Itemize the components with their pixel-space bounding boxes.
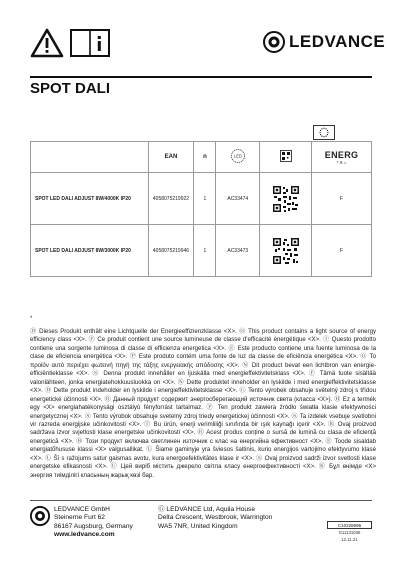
address-germany [54, 506, 133, 540]
title-divider [30, 76, 372, 78]
product-code: AC33473 [216, 225, 260, 277]
product-table [30, 141, 372, 277]
qr-code-icon [272, 185, 300, 213]
document-date: 12.11.21 [341, 537, 358, 542]
svg-text:LED: LED [233, 153, 242, 159]
qr-code-header-icon [280, 150, 292, 162]
company-name: LEDVANCE GmbH [54, 506, 110, 513]
footer-divider [30, 500, 372, 501]
product-energy-class: F [312, 173, 372, 225]
header-led-cell [216, 142, 260, 173]
table-row [31, 225, 372, 277]
warning-triangle-icon [30, 28, 64, 58]
product-ean: 4058075219922 [148, 173, 194, 225]
product-qty: 1 [194, 173, 216, 225]
read-manual-icon [70, 28, 110, 58]
energy-label-sub: * X = [336, 159, 347, 165]
footnote-marker: * [30, 316, 33, 322]
table-header-row [31, 142, 372, 173]
city: 86167 Augsburg, Germany [54, 522, 133, 530]
qr-code-icon [272, 237, 300, 265]
brand-logo [263, 31, 385, 53]
table-row [31, 173, 372, 225]
header-n: n [194, 142, 216, 173]
brand-name: LEDVANCE [289, 32, 386, 51]
ledvance-logo-icon [263, 31, 285, 53]
product-name: SPOT LED DALI ADJUST 8W/3000K IP20 [31, 225, 149, 277]
product-energy-class: F [312, 225, 372, 277]
product-code: AC33474 [216, 173, 260, 225]
header-qr-cell [260, 142, 312, 173]
header-product-cell [31, 142, 149, 173]
address-uk [158, 506, 272, 531]
product-qr-cell [260, 173, 312, 225]
street-uk: Delta Crescent, Westbrook, Warrington [158, 514, 273, 522]
document-number: G11131036 [338, 530, 361, 535]
product-name: SPOT LED DALI ADJUST 8W/4000K IP20 [31, 173, 149, 225]
product-qty: 1 [194, 225, 216, 277]
website-link[interactable]: www.ledvance.com [54, 531, 115, 539]
city-uk: WA5 7NR, United Kingdom [158, 522, 238, 530]
header-ean: EAN [148, 142, 194, 173]
energy-class-statement: Ⓓ Dieses Produkt enthält eine Lichtquelle der Energieeffizienzklasse <X>. Ⓖ This product contains a light source of energy efficiency class <X>. Ⓕ Ce produit contient une source lumineuse de classe d'efficacité énergétique <X>. Ⓘ Questo prodotto contiene una sorgente luminosa di classe di efficienza energetica <X>. Ⓔ Este producto contiene una fuente luminosa de la clase de eficiencia energética <X>. Ⓟ Este produto contém uma fonte de luz da classe de eficiência energética <X>. Ⓖ Το προϊόν αυτό περιέχει φωτεινή πηγή της τάξης ενεργειακής απόδοσης <X>. Ⓝ Dit product bevat een lichtbron van energie-efficiëntieklasse <X>. Ⓢ Denna produkt innehåller en ljuskälla med energieffektivitetsklass <X>. Ⓕ Tämä tuote sisältää valonlähteen, jonka energiatehokkuusluokka on <X>. Ⓝ Dette produktet inneholder en lyskilde i med energieffektivitetsklasse <X>. Ⓓ Dette produkt indeholder en lyskilde i energieffektivitetsklasse <X>. Ⓒ Tento výrobek obsahuje světelný zdroj s třídou energetické účinnosti <X>. Ⓡ Данный продукт содержит энергосберегающий источник света (класса <X>). Ⓗ Ez a termék egy <X> energiahatékonysági osztályú fényforrást tartalmaz. Ⓟ Ten produkt zawiera źródło światła klasie efektywności energetycznej <X>. Ⓢ Tento výrobok obsahuje svetelný zdroj triedy energetickej účinnosti <X>. Ⓢ Ta izdelek vsebuje svetlobni vir razreda energijske učinkovitosti <X>. Ⓣ Bu ürün, enerji verimliliği sınıfında bir ışık kaynağı içerir <X>. Ⓡ Ovaj proizvod sadržava izvor svjetlosti klase energetske učinkovitosti <X>. Ⓡ Acest produs conține o sursă de lumină cu clasa de eficiență energetică <X>. Ⓑ Този продукт включва светлинен източник с клас на енергийна ефективност <X>. Ⓔ Toode sisaldab energiatõhususe klassi <X> valgusallikat. Ⓛ Šiame gaminyje yra šviesos šaltinis, kurio energijos vartojimo efektyvumo klasė <X>. Ⓛ Šī s ražojums satur gaismas avotu, kura energoefektivitātes klase ir <X>. Ⓢ Ovaj proizvod sadrži izvor svetlosti klase energetske efikasnosti <X>. Ⓤ Цей виріб містить джерело світла класу енергоефективності <X>. Ⓚ Бұл өнімде <X> энергия тиімділігі класының жарық көзі бар. [30, 328, 376, 479]
product-qr-cell [260, 225, 312, 277]
product-ean: 4058075219946 [148, 225, 194, 277]
company-name-uk: Ⓖ LEDVANCE Ltd, Aquila House [158, 506, 255, 513]
street: Steinerne Furt 62 [54, 514, 105, 522]
ledvance-footer-logo-icon [30, 506, 50, 526]
energy-label-word: ENERG [324, 149, 359, 160]
led-lamp-icon [230, 148, 246, 164]
eu-flag-icon [313, 125, 335, 140]
header-energy-cell [312, 142, 372, 173]
page-title: SPOT DALI [30, 80, 111, 97]
document-id: C10226696 [327, 521, 372, 529]
header [0, 0, 400, 86]
